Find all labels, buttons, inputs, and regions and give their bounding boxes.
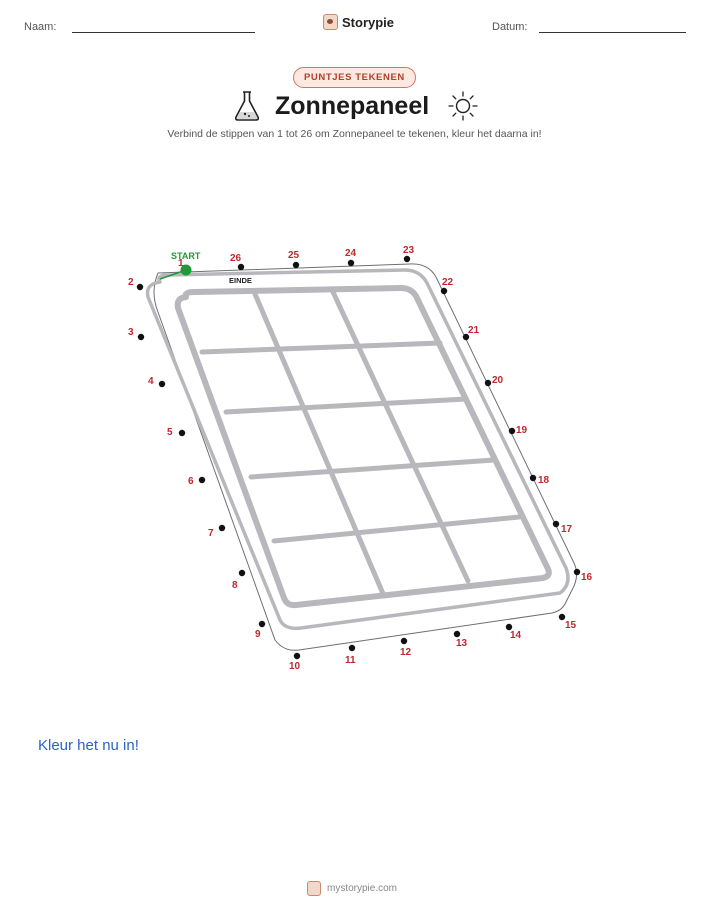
dot-16 [574,569,580,575]
dot-3 [138,334,144,340]
dot-17 [553,521,559,527]
dot-4 [159,381,165,387]
dot-11 [349,645,355,651]
dot-number-2: 2 [128,277,134,288]
dot-number-11: 11 [345,655,356,666]
dot-19 [509,428,515,434]
dot-number-16: 16 [581,572,593,583]
dot-10 [294,653,300,659]
panel-border [148,270,569,628]
dot-number-9: 9 [255,629,261,640]
dot-number-21: 21 [468,325,480,336]
dot-12 [401,638,407,644]
dot-number-26: 26 [230,253,242,264]
dot-9 [259,621,265,627]
activity-badge: PUNTJES TEKENEN [293,67,416,88]
dot-18 [530,475,536,481]
dot-8 [239,570,245,576]
dot-7 [219,525,225,531]
panel-inner-border [178,288,549,605]
date-label: Datum: [492,21,528,33]
brand-name: Storypie [342,14,395,30]
footer-site[interactable]: mystorypie.com [327,883,398,894]
dot-6 [199,477,205,483]
dot-20 [485,380,491,386]
dot-number-10: 10 [289,661,301,672]
dot-number-4: 4 [148,376,154,387]
dot-23 [404,256,410,262]
dot-number-3: 3 [128,327,134,338]
dot-number-6: 6 [188,476,194,487]
dot-number-23: 23 [403,245,415,256]
dot-number-13: 13 [456,638,468,649]
dot-number-7: 7 [208,528,214,539]
dot-number-5: 5 [167,427,173,438]
dot-number-19: 19 [516,425,528,436]
dot-number-18: 18 [538,475,550,486]
dot-number-8: 8 [232,580,238,591]
name-label: Naam: [24,21,57,33]
dot-number-17: 17 [561,524,573,535]
dot-number-12: 12 [400,647,412,658]
dot-24 [348,260,354,266]
dots-group [128,245,593,672]
footer [307,881,397,896]
dot-number-20: 20 [492,375,504,386]
start-label: START [171,251,201,261]
page-title: Zonnepaneel [275,92,430,120]
end-label: EINDE [229,276,252,285]
dot-number-25: 25 [288,250,300,261]
dot-13 [454,631,460,637]
dot-2 [137,284,143,290]
color-it-in-prompt: Kleur het nu in! [38,737,139,754]
dot-5 [179,430,185,436]
panel-grid [202,292,519,596]
footer-logo-icon [307,881,321,896]
dot-number-1: 1 [178,258,184,269]
dot-number-24: 24 [345,248,357,259]
dot-25 [293,262,299,268]
dot-26 [238,264,244,270]
dot-number-14: 14 [510,630,522,641]
instruction-text: Verbind de stippen van 1 tot 26 om Zonnepaneel te tekenen, kleur het daarna in! [167,128,542,140]
dot-number-15: 15 [565,620,577,631]
dot-22 [441,288,447,294]
dot-number-22: 22 [442,277,454,288]
